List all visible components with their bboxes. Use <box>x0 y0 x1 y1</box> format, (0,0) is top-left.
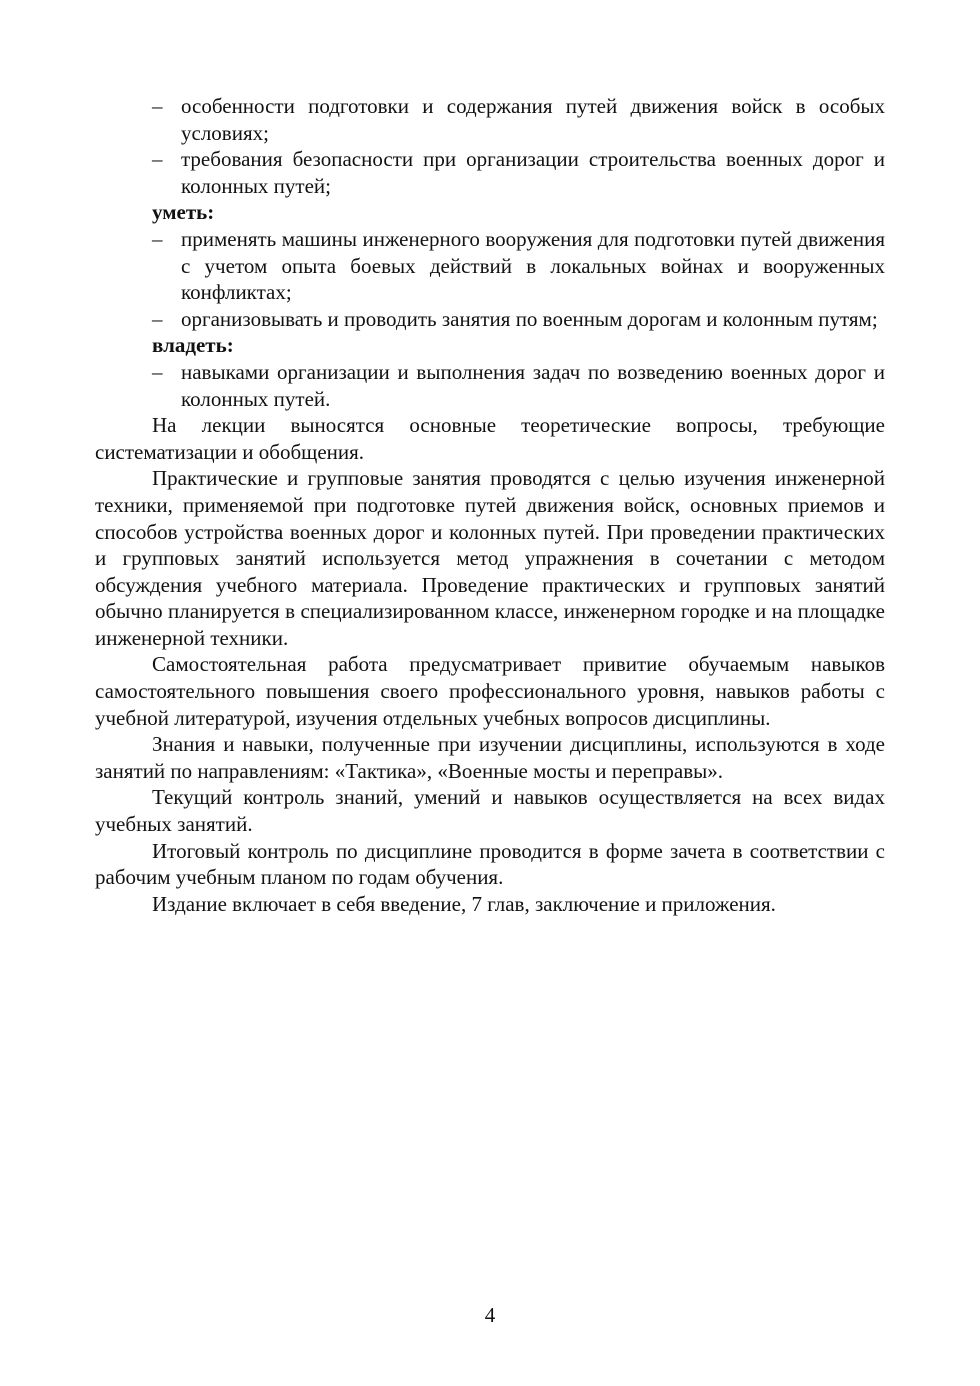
list-item <box>95 146 885 199</box>
bullet-dash: – <box>152 359 163 384</box>
list-item-text: навыками организации и выполнения задач по возведению военных дорог и колонных путей. <box>181 359 885 411</box>
paragraph: Текущий контроль знаний, умений и навыков осуществляется на всех видах учебных занятий. <box>95 785 885 837</box>
bullet-dash: – <box>152 147 163 172</box>
paragraph: Самостоятельная работа предусматривает привитие обучаемым навыков самостоятельного повышения своего профессионального уровня, навыков работы с учебной литературой, изучения отдельных учебных вопросов дисциплины. <box>95 652 885 730</box>
bullet-dash: – <box>152 306 163 331</box>
paragraph: Знания и навыки, полученные при изучении дисциплины, используются в ходе занятий по направлениям: «Тактика», «Военные мосты и переправы». <box>95 732 885 783</box>
page-body <box>95 93 885 917</box>
section-heading-vladet: владеть: <box>152 333 234 358</box>
list-item-text: требования безопасности при организации строительства военных дорог и колонных путей; <box>181 147 885 198</box>
paragraph: Практические и групповые занятия проводятся с целью изучения инженерной техники, применяемой при подготовке путей движения войск, основных приемов и способов устройства военных дорог и колонных путей. При проведении практических и групповых занятий используется метод упражнения в сочетании с методом обсуждения учебного материала. Проведение практических и групповых занятий обычно планируется в специализированном классе, инженерном городке и на площадке инженерной техники. <box>95 466 885 650</box>
paragraph: Итоговый контроль по дисциплине проводится в форме зачета в соответствии с рабочим учебным планом по годам обучения. <box>95 838 885 890</box>
list-item <box>95 306 885 333</box>
list-item-text: особенности подготовки и содержания путей движения войск в особых условиях; <box>181 94 885 145</box>
list-item-text: применять машины инженерного вооружения для подготовки путей движения с учетом опыта боевых действий в локальных войнах и вооруженных конфликтах; <box>181 226 885 305</box>
paragraph: Издание включает в себя введение, 7 глав, заключение и приложения. <box>152 891 776 916</box>
list-item <box>95 359 885 412</box>
list-item <box>95 226 885 306</box>
section-heading-umet: уметь: <box>152 200 215 225</box>
page-number: 4 <box>484 1303 496 1327</box>
paragraph: На лекции выносятся основные теоретические вопросы, требующие систематизации и обобщения. <box>95 413 885 464</box>
list-item <box>95 93 885 146</box>
list-item-text: организовывать и проводить занятия по военным дорогам и колонным путям; <box>181 306 878 331</box>
bullet-dash: – <box>152 226 163 251</box>
bullet-dash: – <box>152 94 163 118</box>
